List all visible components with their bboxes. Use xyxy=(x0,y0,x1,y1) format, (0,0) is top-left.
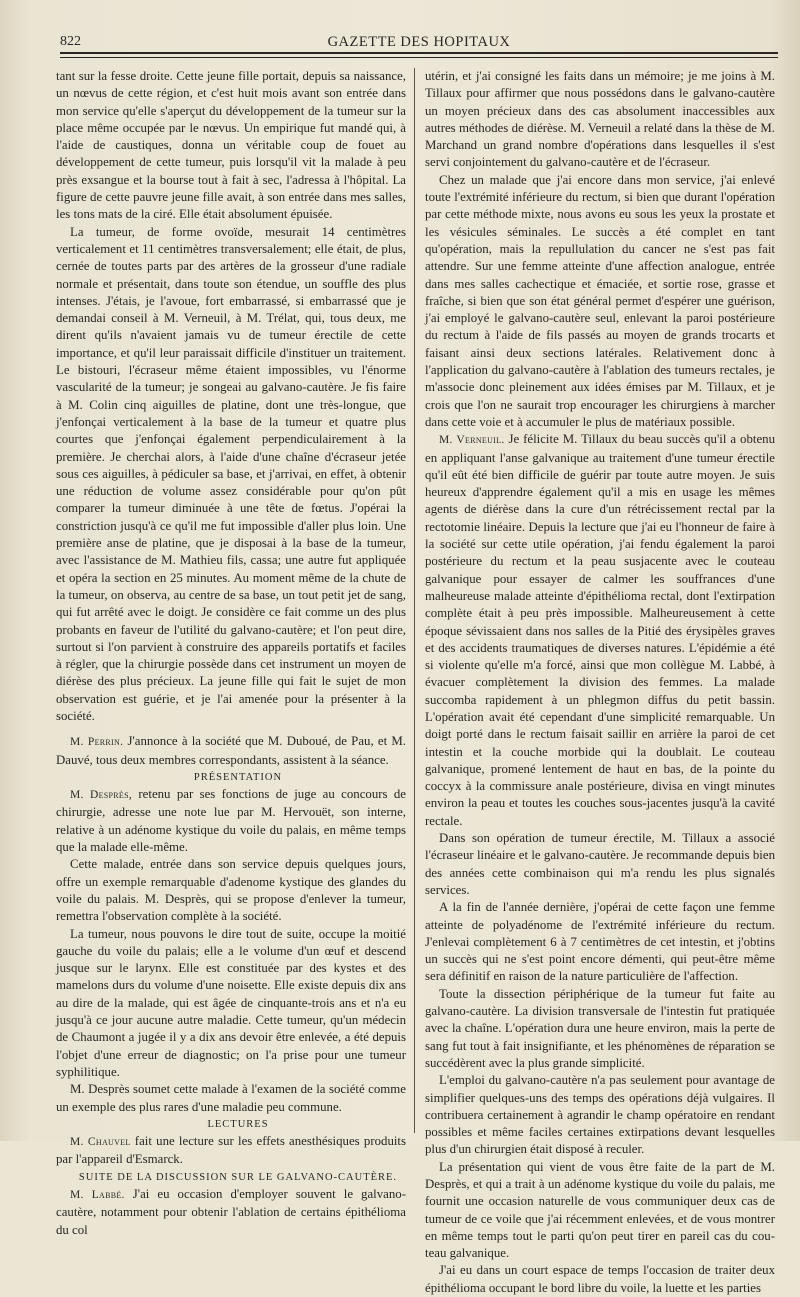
section-heading: PRÉSENTATION xyxy=(193,771,283,783)
paragraph: La présentation qui vient de vous être faite de la part de M. Desprès, et qui a trait à un adénome kystique du voile du palais, me fournit une occasion naturelle de vous communiquer deux cas de tumeur de ce voile que j'ai récemment enlevées, et de vous montrer en même temps tout le parti qu'on peut tirer en pareil cas du cou-teau galvanique. xyxy=(425,1159,775,1261)
paragraph: La tumeur, nous pouvons le dire tout de suite, occupe la moitié gauche du voile du palais; elle a le volume d'un œuf et descend jusque sur le larynx. Elle est constituée par des kystes et des mamelons durs du volume d'une noisette. Elle existe depuis dix ans au dire de la malade, qui est âgée de cinquante-trois ans et n'a eu jusqu'à ce jour aucune autre maladie. Cette tumeur, qu'un médecin de Chaumont a jugée il y a dix ans devoir être enlevée, a été depuis l'objet d'une erreur de diagnostic; on l'a prise pour une tumeur syphilitique. xyxy=(56,926,406,1079)
speaker-name: M. Labbé. xyxy=(70,1189,125,1201)
paragraph: Chez un malade que j'ai encore dans mon service, j'ai enlevé toute l'extrémité inférieure du rectum, si bien que durant l'opération par cette méthode mixte, nous avons eu sous les yeux la prostate et les vésicules séminales. Le succès a été complet en tant qu'opération, mais la repullulation du cancer ne s'est pas fait attendre. Sur une femme atteinte d'une affection analogue, entrée dans mes salles cachectique et émaciée, et sortie rose, grasse et fraîche, si bien que son état général permet d'espérer une guérison, j'ai employé le galvano-cautère seul, enlevant la paroi postérieure du rectum à l'aide de fils passés au moyen de grands trocarts et faisant ainsi deux sections latérales. Relativement donc à l'application du galvano-cautère à l'ablation des tumeurs rectales, je m'associe donc pleinement aux idées émises par M. Tillaux, et je crois que l'on ne saurait trop encourager les chirurgiens à marcher dans cette voie et à accumuler le plus de matériaux possible. xyxy=(425,172,775,429)
paragraph: M. Desprès soumet cette malade à l'examen de la société comme un exemple des plus rares d'une maladie peu commune. xyxy=(56,1082,406,1114)
paragraph: utérin, et j'ai consigné les faits dans un mémoire; je me joins à M. Tillaux pour affirmer que nous possédons dans le galvano-cautère un moyen précieux dans des cas absolument inaccessibles aux autres méthodes de diérèse. M. Verneuil a relaté dans la thèse de M. Marchand un grand nombre d'opérations dans lesquelles il s'est servi conjointement du galvano-cautère et de l'écraseur. xyxy=(425,69,775,170)
page-header xyxy=(60,28,778,54)
paragraph: La tumeur, de forme ovoïde, mesurait 14 centimètres verticalement et 11 centimètres transversalement; elle était, de plus, cernée de toutes parts par des artères de la grosseur d'une radiale normale et présentait, dans toute son étendue, un souffle des plus intenses. J'étais, je l'avoue, fort embarrassé, si embarrassé que je demandai conseil à M. Verneuil, à M. Trélat, qui, tous deux, me dirent qu'ils n'avaient jamais vu de tumeur érectile de cette importance, et qu'il leur paraissait difficile d'instituer un traitement. Le bistouri, l'écraseur même étaient impossibles, vu l'énorme vascularité de la tumeur; je songeai au galvano-cautère. Je fis faire à M. Colin cinq aiguilles de platine, dont une très-longue, que j'enfonçai verticalement à la base de la tumeur et quatre plus courtes que j'enfonçai également perpendiculairement à la première. Je cherchai alors, à l'aide d'une chaîne d'écraseur jetée sous ces aiguilles, à pédiculer sa base, et j'arrivai, en effet, à obtenir une réduction de volume assez considérable pour qu'on pût comparer la tumeur diminuée à une tête de fœtus. J'opérai la constriction jusqu'à ce qu'il me fut impossible d'aller plus loin. Une première anse de platine, que je disposai à la base de la tumeur, avec l'assistance de M. Mathieu fils, cassa; une autre fut appliquée et opéra la section en 25 minutes. Au moment même de la chute de la tumeur, on observa, au centre de sa base, un tout petit jet de sang, qui fut arrêté avec le doigt. Je considère ce fait comme un des plus probants en faveur de l'utilité du galvano-cautère; et l'on peut dire, surtout si l'on parvient à construire des appareils portatifs et faciles à régler, que la chirurgie possède dans cet instrument un moyen de diérèse des plus précieux. La jeune fille qui fait le sujet de mon observation est guérie, et je l'ai amenée pour la présenter à la société. xyxy=(56,224,406,723)
paragraph: A la fin de l'année dernière, j'opérai de cette façon une femme atteinte de polyadénome de l'extrémité inférieure du rectum. J'enlevai complètement 6 à 7 centimètres de cet intestin, et j'obtins un succès qui ne s'est point encore démenti, qui peut-être même sera définitif en raison de la nature particulière de l'affection. xyxy=(425,900,775,984)
paragraph: Toute la dissection périphérique de la tumeur fut faite au galvano-cautère. La division transversale de l'intestin fut pratiquée avec la chaîne. L'opération dura une heure environ, mais la perte de sang fut tout à fait insignifiante, et les phénomènes de réparation se succédèrent avec la plus grande simplicité. xyxy=(425,986,775,1070)
paragraph xyxy=(56,1133,406,1169)
paragraph: Cette malade, entrée dans son service depuis quelques jours, offre un exemple remarquable d'adenome kystique des glandes du voile du palais. M. Desprès, qui se propose d'enlever la tumeur, remettra l'observation complète à la société. xyxy=(56,857,406,924)
speaker-name: M. Chauvel xyxy=(70,1136,131,1149)
speaker-name: M. Desprès, xyxy=(70,789,133,802)
paragraph: L'emploi du galvano-cautère n'a pas seulement pour avantage de simplifier quelques-uns des temps des opérations déjà vulgaires. Il contribuera certainement à agrandir le champ opératoire en rendant possibles et même faciles certaines extirpations devant lesquelles plus d'un chirurgien était disposé à reculer. xyxy=(425,1073,775,1157)
speaker-text: fait une lecture sur les effets anesthésiques produits par l'appareil d'Esmarck. xyxy=(56,1134,407,1167)
left-column xyxy=(56,68,406,1239)
paragraph xyxy=(56,733,406,769)
paragraph xyxy=(425,431,775,830)
speaker-name: M. Perrin. xyxy=(70,736,124,749)
column-divider xyxy=(414,68,415,1133)
paragraph: tant sur la fesse droite. Cette jeune fille portait, depuis sa naissance, un nœvus de cette région, et c'est huit mois avant son entrée dans mon service qu'elle s'aperçut du développement de la tumeur sur la place même occupée par le nœvus. Un empirique fut mandé qui, à l'aide de caustiques, donna un véritable coup de fouet au développement de cette tumeur, puis lorsqu'il vit la malade à peu près exsangue et la bourse tout à fait à sec, l'adressa à l'hôpital. La figure de cette pauvre jeune fille avait, à son entrée dans mes salles, les tons mats de la ciré. Elle était absolument épuisée. xyxy=(56,69,406,222)
paragraph: Dans son opération de tumeur érectile, M. Tillaux a associé l'écraseur linéaire et le galvano-cautère. Je recommande depuis bien des années cette combinaison qui m'a rendu les plus signalés services. xyxy=(425,831,775,897)
speaker-text: J'annonce à la société que M. Duboué, de Pau, et M. Dauvé, tous deux membres correspondants, assistent à la séance. xyxy=(56,734,406,767)
page-number: 822 xyxy=(60,34,81,49)
header-rule xyxy=(60,52,778,54)
paragraph xyxy=(56,786,406,856)
section-heading: LECTURES xyxy=(207,1118,269,1130)
section-heading: SUITE DE LA DISCUSSION SUR LE GALVANO-CAUTÈRE. xyxy=(78,1171,398,1183)
journal-title: GAZETTE DES HOPITAUX xyxy=(327,34,511,50)
paragraph xyxy=(56,1186,406,1239)
speaker-text: Je félicite M. Tillaux du beau succès qu'il a obtenu en appliquant l'anse galvanique au traitement d'une tumeur érectile qu'il eût été bien difficile de guérir par toute autre moyen. Je suis heureux d'apprendre également qu'il a mis en usage les mêmes agents de diérèse dans la cure d'un rétrécissement rectal par la rectotomie linéaire. Depuis la lecture que j'ai eu l'honneur de faire à la société sur cette utile opération, j'ai fendu également la paroi postérieure du rectum et la peau susjacente avec le couteau galvanique pour essayer de calmer les souffrances d'une malheureuse malade atteinte d'épithélioma rectal, dont l'extirpation complète était à peu près impossible. Malheureusement à cette époque sévissaient dans nos salles de la Pitié des érysipèles graves et des accidents traumatiques de diverses natures. L'épidémie a été si violente qu'elle m'a forcé, ainsi que mon collègue M. Labbé, à évacuer complètement la division des femmes. La malade succomba rapidement à un phlegmon diffus du petit bassin. L'opération avait été cependant d'une simplicité remarquable. Un doigt porté dans le rectum faisait saillir en arrière la paroi de cet intestin et la couche morbide qui la doublait. Le couteau galvanique, promené lentement de haut en bas, de la pointe du coccyx à la commissure anale postérieure, divisa en vingt minutes environ la peau et toutes les couches sous-jacentes jusqu'à la cavité rectale. xyxy=(425,432,775,828)
speaker-text: retenu par ses fonctions de juge au concours de chirurgie, adresse une note lue par M. Hervouët, son interne, relative à un adénome kystique du voile du palais, en même temps que la malade elle-même. xyxy=(56,787,406,855)
speaker-text: J'ai eu occasion d'employer souvent le galvano-cautère, notamment pour obtenir l'ablation de certains épithélioma du col xyxy=(56,1187,406,1237)
speaker-name: M. Verneuil. xyxy=(439,434,505,447)
paragraph: J'ai eu dans un court espace de temps l'occasion de traiter deux épithélioma occupant le bord libre du voile, la luette et les parties xyxy=(425,1263,775,1295)
right-column xyxy=(425,68,775,1297)
header-rule-thin xyxy=(60,57,778,58)
